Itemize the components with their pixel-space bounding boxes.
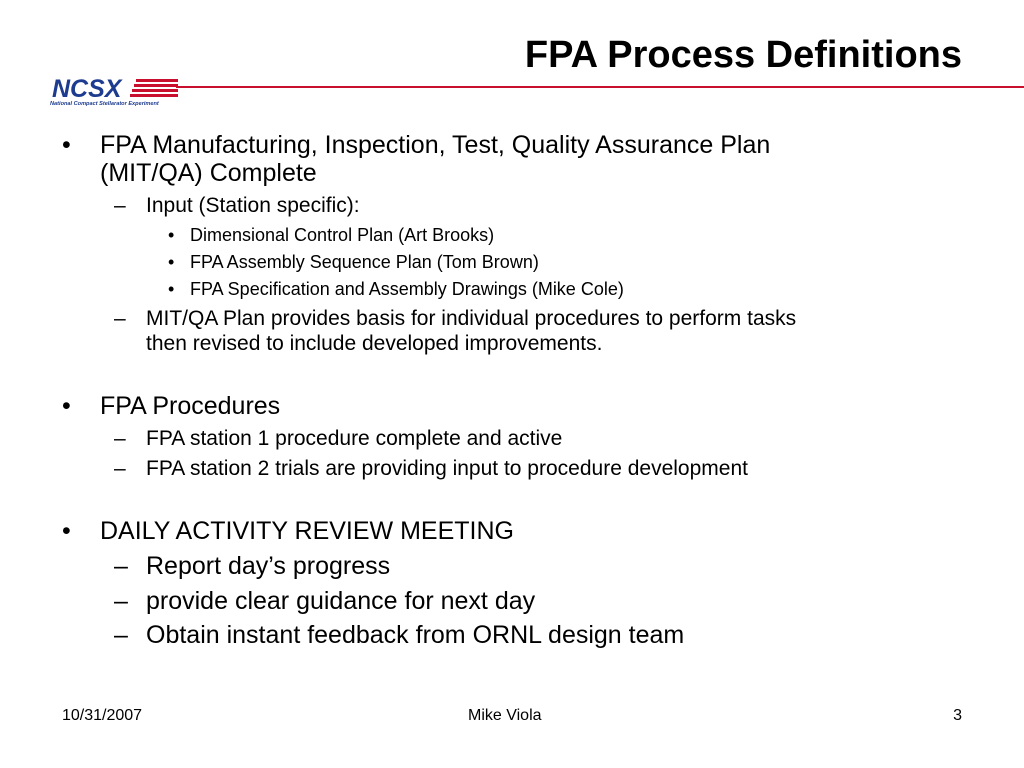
bullet-3-sub: provide clear guidance for next day: [146, 587, 536, 615]
bullet-1-sub-1-item: FPA Assembly Sequence Plan (Tom Brown): [190, 252, 539, 272]
dash-glyph: –: [114, 587, 128, 615]
dash-glyph: –: [114, 427, 126, 450]
bullet-3-sub: Obtain instant feedback from ORNL design team: [146, 621, 685, 649]
bullet-1-line-2: (MIT/QA) Complete: [100, 159, 317, 187]
footer-page-number: 3: [953, 707, 962, 724]
bullet-1-sub-2-line-2: then revised to include developed improvements.: [146, 332, 603, 355]
dash-glyph: –: [114, 621, 128, 649]
bullet-glyph: •: [168, 225, 175, 245]
bullet-1-sub-1-item: Dimensional Control Plan (Art Brooks): [190, 225, 495, 245]
logo-text: NCSX: [52, 75, 122, 103]
bullet-glyph: •: [168, 279, 175, 299]
logo-subtext: National Compact Stellarator Experiment: [50, 101, 159, 107]
dash-glyph: –: [114, 194, 126, 217]
bullet-1-line-1: FPA Manufacturing, Inspection, Test, Quality Assurance Plan: [100, 131, 771, 159]
footer-author: Mike Viola: [468, 707, 542, 724]
dash-glyph: –: [114, 457, 126, 480]
footer-date: 10/31/2007: [62, 707, 143, 724]
bullet-2: FPA Procedures: [100, 392, 281, 420]
bullet-2-sub: FPA station 1 procedure complete and active: [146, 427, 563, 450]
bullet-glyph: •: [62, 131, 71, 159]
bullet-glyph: •: [62, 517, 71, 545]
bullet-glyph: •: [168, 252, 175, 272]
bullet-3-sub: Report day’s progress: [146, 552, 391, 580]
bullet-3: DAILY ACTIVITY REVIEW MEETING: [100, 517, 514, 545]
bullet-1-sub-1-item: FPA Specification and Assembly Drawings (Mike Cole): [190, 279, 624, 299]
dash-glyph: –: [114, 307, 126, 330]
bullet-2-sub: FPA station 2 trials are providing input to procedure development: [146, 457, 748, 480]
bullet-1-sub-2-line-1: MIT/QA Plan provides basis for individual procedures to perform tasks: [146, 307, 797, 330]
dash-glyph: –: [114, 552, 128, 580]
bullet-1-sub-1: Input (Station specific):: [146, 194, 360, 217]
bullet-glyph: •: [62, 392, 71, 420]
slide-title: FPA Process Definitions: [524, 34, 962, 76]
